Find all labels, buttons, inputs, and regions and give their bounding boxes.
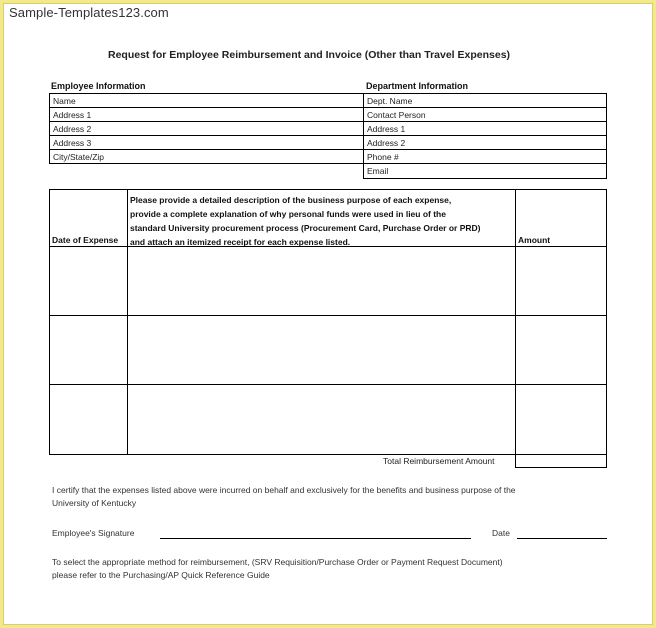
instructions-text bbox=[52, 556, 503, 582]
description-header bbox=[130, 193, 514, 249]
employee-name-field[interactable]: Name bbox=[49, 93, 365, 107]
instructions-line: please refer to the Purchasing/AP Quick Reference Guide bbox=[52, 570, 270, 580]
expense-date-cell[interactable] bbox=[50, 247, 126, 314]
employee-address1-field[interactable]: Address 1 bbox=[49, 107, 365, 121]
dept-address2-field[interactable]: Address 2 bbox=[363, 135, 607, 149]
employee-city-state-zip-field[interactable]: City/State/Zip bbox=[49, 149, 365, 164]
expense-amount-cell[interactable] bbox=[516, 316, 606, 383]
date-line[interactable] bbox=[517, 538, 607, 539]
certification-line: University of Kentucky bbox=[52, 498, 137, 508]
date-label: Date bbox=[492, 528, 510, 538]
certification-line: I certify that the expenses listed above were incurred on behalf and exclusively for the benefits and business purpose of the bbox=[52, 485, 516, 495]
expense-date-cell[interactable] bbox=[50, 385, 126, 454]
description-header-line: Please provide a detailed description of the business purpose of each expense, bbox=[130, 195, 452, 205]
date-of-expense-header: Date of Expense bbox=[52, 235, 119, 245]
expense-description-cell[interactable] bbox=[128, 247, 514, 314]
description-header-line: standard University procurement process (Procurement Card, Purchase Order or PRD) bbox=[130, 223, 481, 233]
employee-address3-field[interactable]: Address 3 bbox=[49, 135, 365, 149]
total-reimbursement-label: Total Reimbursement Amount bbox=[383, 456, 495, 466]
employee-info-heading: Employee Information bbox=[51, 81, 146, 91]
expense-date-cell[interactable] bbox=[50, 316, 126, 383]
department-info-heading: Department Information bbox=[366, 81, 469, 91]
instructions-line: To select the appropriate method for reimbursement, (SRV Requisition/Purchase Order or Payment Request Document) bbox=[52, 557, 503, 567]
watermark-text: Sample-Templates123.com bbox=[9, 5, 169, 20]
expense-description-cell[interactable] bbox=[128, 316, 514, 383]
dept-contact-person-field[interactable]: Contact Person bbox=[363, 107, 607, 121]
form-title: Request for Employee Reimbursement and Invoice (Other than Travel Expenses) bbox=[108, 49, 511, 61]
dept-name-field[interactable]: Dept. Name bbox=[363, 93, 607, 107]
dept-phone-field[interactable]: Phone # bbox=[363, 149, 607, 163]
signature-label: Employee's Signature bbox=[52, 528, 135, 538]
description-header-line: and attach an itemized receipt for each expense listed. bbox=[130, 237, 351, 247]
expense-amount-cell[interactable] bbox=[516, 247, 606, 314]
expense-description-cell[interactable] bbox=[128, 385, 514, 454]
description-header-line: provide a complete explanation of why personal funds were used in lieu of the bbox=[130, 209, 446, 219]
dept-email-field[interactable]: Email bbox=[363, 163, 607, 179]
employee-address2-field[interactable]: Address 2 bbox=[49, 121, 365, 135]
certification-text bbox=[52, 484, 516, 510]
signature-line[interactable] bbox=[160, 538, 471, 539]
total-reimbursement-field[interactable] bbox=[515, 454, 607, 468]
expense-amount-cell[interactable] bbox=[516, 385, 606, 454]
amount-header: Amount bbox=[518, 235, 551, 245]
dept-address1-field[interactable]: Address 1 bbox=[363, 121, 607, 135]
